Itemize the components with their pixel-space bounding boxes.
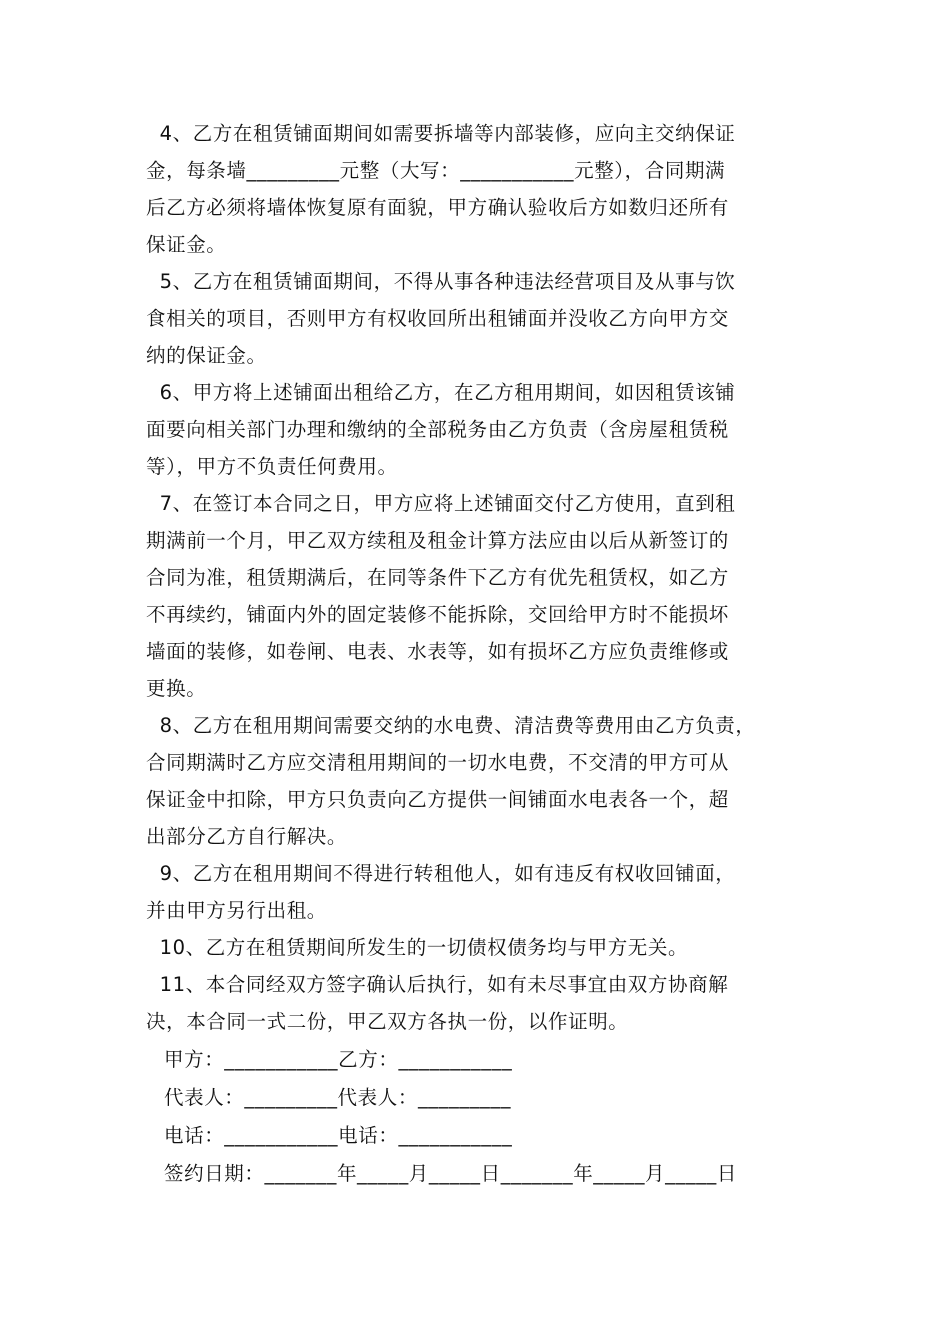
clause-4 bbox=[146, 115, 826, 263]
clause-line: 后乙方必须将墙体恢复原有面貌，甲方确认验收后方如数归还所有 bbox=[146, 196, 729, 219]
clause-line: 合同期满时乙方应交清租用期间的一切水电费，不交清的甲方可从 bbox=[146, 751, 729, 774]
clause-8 bbox=[146, 707, 826, 855]
signature-representative-line: 代表人：_________代表人：_________ bbox=[164, 1086, 512, 1109]
clause-line: 更换。 bbox=[146, 677, 207, 700]
clause-10 bbox=[146, 929, 826, 966]
clause-line: 7、在签订本合同之日，甲方应将上述铺面交付乙方使用，直到租 bbox=[146, 492, 736, 515]
signature-block bbox=[164, 1041, 804, 1193]
clause-line: 出部分乙方自行解决。 bbox=[146, 825, 348, 848]
clause-line: 面要向相关部门办理和缴纳的全部税务由乙方负责（含房屋租赁税 bbox=[146, 418, 729, 441]
clause-line: 保证金。 bbox=[146, 233, 227, 256]
clause-9 bbox=[146, 855, 826, 929]
clause-line: 食相关的项目，否则甲方有权收回所出租铺面并没收乙方向甲方交 bbox=[146, 307, 729, 330]
clause-7 bbox=[146, 485, 826, 707]
clause-line: 8、乙方在租用期间需要交纳的水电费、清洁费等费用由乙方负责， bbox=[146, 714, 756, 737]
clause-line: 9、乙方在租用期间不得进行转租他人，如有违反有权收回铺面， bbox=[146, 862, 736, 885]
clause-line: 决，本合同一式二份，甲乙双方各执一份，以作证明。 bbox=[146, 1010, 629, 1033]
signature-phone-line: 电话：___________电话：___________ bbox=[164, 1124, 513, 1147]
signature-party-line: 甲方：___________乙方：___________ bbox=[164, 1048, 513, 1071]
clause-line: 4、乙方在租赁铺面期间如需要拆墙等内部装修，应向主交纳保证 bbox=[146, 122, 736, 145]
clause-5 bbox=[146, 263, 826, 374]
clause-line: 11、本合同经双方签字确认后执行，如有未尽事宜由双方协商解 bbox=[146, 973, 729, 996]
clause-line: 保证金中扣除，甲方只负责向乙方提供一间铺面水电表各一个，超 bbox=[146, 788, 729, 811]
signature-date-line: 签约日期：_______年_____月_____日_______年_____月_____日 bbox=[164, 1162, 737, 1185]
clause-line: 10、乙方在租赁期间所发生的一切债权债务均与甲方无关。 bbox=[146, 936, 689, 959]
clause-line: 金，每条墙_________元整（大写：___________元整），合同期满 bbox=[146, 159, 726, 182]
clause-line: 墙面的装修，如卷闸、电表、水表等，如有损坏乙方应负责维修或 bbox=[146, 640, 729, 663]
clause-line: 合同为准，租赁期满后，在同等条件下乙方有优先租赁权，如乙方 bbox=[146, 566, 729, 589]
clause-line: 纳的保证金。 bbox=[146, 344, 267, 367]
clause-line: 5、乙方在租赁铺面期间，不得从事各种违法经营项目及从事与饮 bbox=[146, 270, 736, 293]
clause-line: 不再续约，铺面内外的固定装修不能拆除，交回给甲方时不能损坏 bbox=[146, 603, 729, 626]
clause-line: 期满前一个月，甲乙双方续租及租金计算方法应由以后从新签订的 bbox=[146, 529, 729, 552]
clause-line: 等），甲方不负责任何费用。 bbox=[146, 455, 398, 478]
clause-11 bbox=[146, 966, 826, 1040]
clause-6 bbox=[146, 374, 826, 485]
clause-line: 6、甲方将上述铺面出租给乙方，在乙方租用期间，如因租赁该铺 bbox=[146, 381, 736, 404]
clause-line: 并由甲方另行出租。 bbox=[146, 899, 327, 922]
